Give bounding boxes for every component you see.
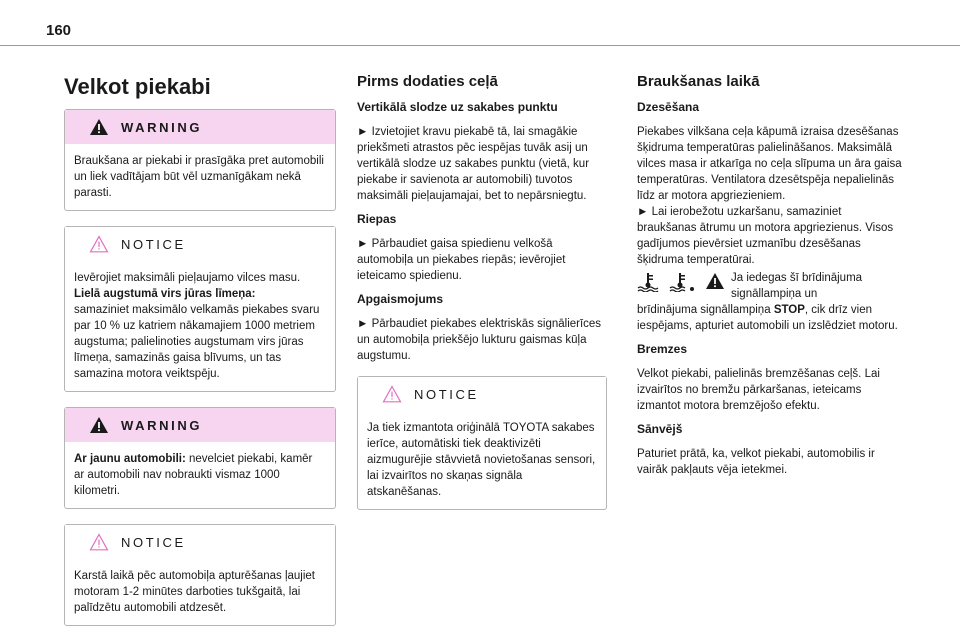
subsection-title: Sānvējš [637, 422, 683, 436]
notice-text: Karstā laikā pēc automobiļa apturēšanas ļaujiet motoram 1-2 minūtes darboties tukšgaitā, lai palīdzētu automobili atdzesēt. [74, 570, 316, 614]
notice-label: NOTICE [121, 534, 186, 550]
icon-caption: Ja iedegas šī brīdinājuma signāllampiņa un [731, 272, 863, 300]
paragraph: Piekabes vilkšana ceļa kāpumā izraisa dzesēšanas šķidruma temperatūras palielināšanos. Maksimālā vilces masa ir atkarīga no ceļa slīpuma un āra gaisa temperatūras. Ventilatora dzesētspēja nepalielinās līdz ar motora apgriezieniem. [637, 126, 902, 202]
notice-box [64, 226, 336, 392]
warning-label: WARNING [121, 417, 203, 433]
notice-triangle-icon [89, 533, 109, 551]
section-title: Braukšanas laikā [637, 73, 760, 90]
paragraph: Velkot piekabi, palielinās bremzēšanas ceļš. Lai izvairītos no bremžu pārkaršanas, ieteicams izmantot motora bremzējošo efektu. [637, 368, 880, 412]
paragraph: ► Izvietojiet kravu piekabē tā, lai smagākie priekšmeti atrastos pēc iespējas tuvāk asij un vertikālā slodze uz sakabes punktu (vietā, kur piekabe ir savienota ar automobili) tuvotos maksimāli pieļaujamajai, bet to nepārsniegtu. [357, 126, 590, 202]
paragraph: ► Pārbaudiet gaisa spiedienu velkošā automobiļa un piekabes riepās; ievērojiet ieteicamo spiedienu. [357, 238, 566, 282]
paragraph: Paturiet prātā, ka, velkot piekabi, automobilis ir vairāk pakļauts vēja ietekmei. [637, 448, 875, 476]
page-number: 160 [46, 22, 72, 39]
notice-triangle-icon [382, 385, 402, 403]
notice-bold-text: Lielā augstumā virs jūras līmeņa: [74, 288, 256, 300]
subsection-title: Dzesēšana [637, 100, 700, 114]
column-while-driving [637, 70, 902, 486]
warning-text: Braukšana ar piekabi ir prasīgāka pret automobili un liek vadītājam būt vēl uzmanīgākam nekā parasti. [74, 155, 324, 199]
notice-box-2 [64, 524, 336, 626]
notice-label: NOTICE [121, 236, 186, 252]
section-title: Pirms dodaties ceļā [357, 73, 498, 90]
paragraph: , cik drīz vien iespējams, apturiet automobili un izslēdziet motoru. [637, 304, 898, 332]
paragraph: ► Lai ierobežotu uzkaršanu, samaziniet braukšanas ātrumu un motora apgriezienus. Visos gadījumos pievērsiet uzmanību dzesēšanas šķidruma temperatūrai. [637, 206, 894, 266]
warning-text: nevelciet piekabi, kamēr ar automobili nav nobraukti vismaz 1000 kilometri. [74, 453, 313, 497]
warning-box-2 [64, 407, 336, 509]
coolant-temp-high-icon [669, 272, 695, 292]
warning-bold-text: Ar jaunu automobili: [74, 453, 186, 465]
subsection-title: Riepas [357, 212, 397, 226]
coolant-temp-icon [637, 272, 659, 292]
notice-label: NOTICE [414, 386, 479, 402]
warning-triangle-icon [89, 118, 109, 136]
column-before-driving [357, 70, 607, 525]
notice-text: Ja tiek izmantota oriģinālā TOYOTA sakabes ierīce, automātiski tiek deaktivizēti aizmugurējie stāvvietā novietošanas sensori, lai izvairītos no skaņas signāla atskanēšanas. [367, 422, 596, 498]
paragraph: brīdinājuma signāllampiņa [637, 304, 774, 316]
notice-text-2: samaziniet maksimālo velkamās piekabes svaru par 10 % uz katriem nākamajiem 1000 metriem augstuma; palielinoties augstumam virs jūras līmeņa, samazinās gaisa blīvums, un tas samazina motora veiktspēju. [74, 304, 320, 380]
warning-box [64, 109, 336, 211]
stop-label: STOP [773, 304, 805, 316]
subsection-title: Vertikālā slodze uz sakabes punktu [357, 100, 558, 114]
paragraph: ► Pārbaudiet piekabes elektriskās signālierīces un automobiļa priekšējo lukturu gaismas kūļa augstumu. [357, 318, 602, 362]
section-title: Velkot piekabi [64, 74, 211, 99]
warning-triangle-icon [705, 272, 725, 290]
subsection-title: Apgaismojums [357, 292, 444, 306]
notice-triangle-icon [89, 235, 109, 253]
warning-triangle-icon [89, 416, 109, 434]
header-divider [0, 45, 960, 46]
warning-label: WARNING [121, 119, 203, 135]
column-trailer-towing [64, 70, 336, 640]
notice-text: Ievērojiet maksimāli pieļaujamo vilces masu. [74, 272, 301, 284]
notice-box [357, 376, 607, 510]
subsection-title: Bremzes [637, 342, 688, 356]
